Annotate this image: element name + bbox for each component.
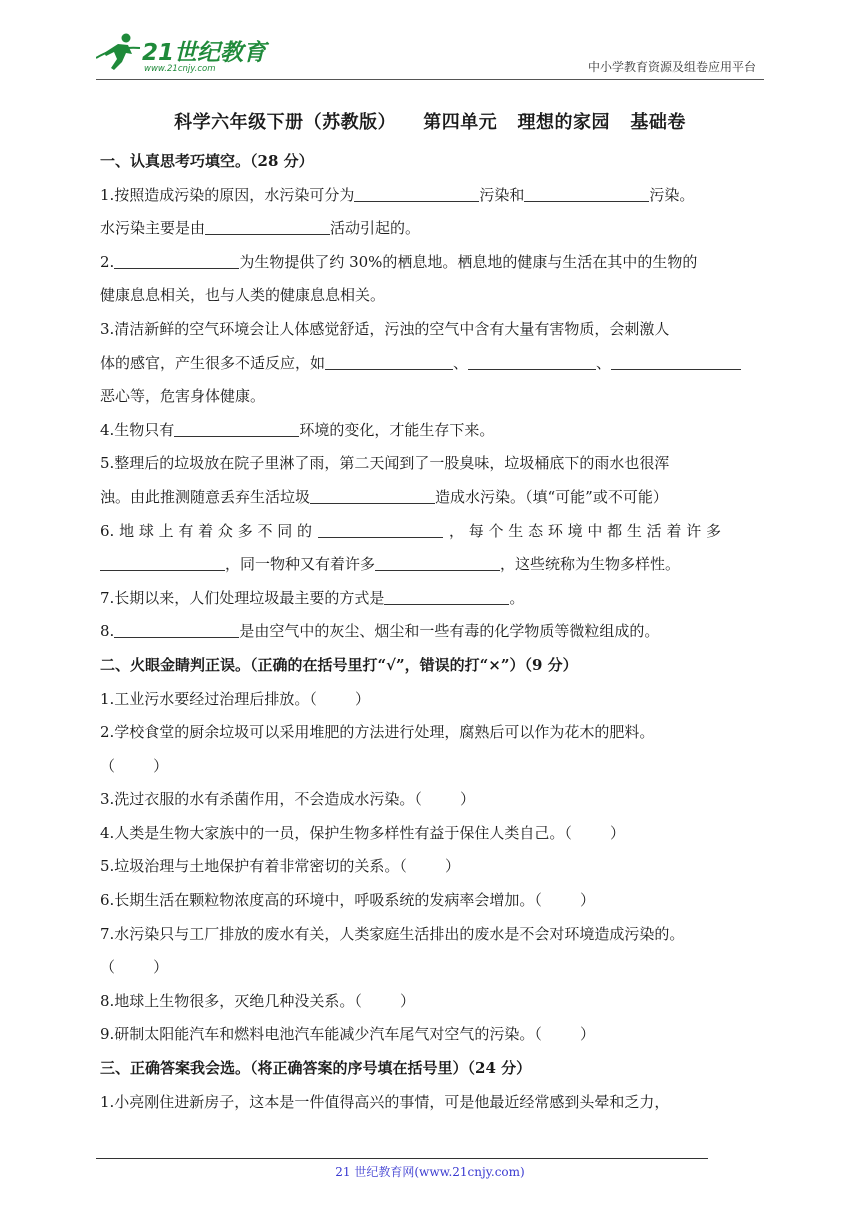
- question-text: ，同一物种又有着许多: [225, 555, 376, 574]
- running-man-icon: [96, 32, 142, 72]
- judge-item: 8.地球上生物很多，灭绝几种没关系。（ ）: [100, 991, 415, 1010]
- question-text: 8.: [100, 622, 115, 641]
- question-text: 活动引起的。: [330, 219, 421, 238]
- question-text: 造成水污染。（填“可能”或不可能）: [435, 487, 668, 506]
- answer-blank[interactable]: [468, 355, 596, 370]
- question-line: [100, 347, 764, 381]
- section-heading: 三、正确答案我会选。（将正确答案的序号填在括号里）（24 分）: [100, 1059, 532, 1078]
- question-text: 浊。由此推测随意丢弃生活垃圾: [100, 487, 311, 506]
- judge-item: 7.水污染只与工厂排放的废水有关，人类家庭生活排出的废水是不会对环境造成污染的。: [100, 924, 685, 943]
- question-text: 污染和: [479, 185, 525, 204]
- question-line: [100, 582, 764, 616]
- question-line: [100, 246, 764, 280]
- answer-blank[interactable]: [524, 187, 649, 202]
- question-line: [100, 179, 764, 213]
- answer-blank[interactable]: [114, 254, 239, 269]
- question-line: [100, 481, 764, 515]
- question-line: 1.小亮刚住进新房子，这本是一件值得高兴的事情，可是他最近经常感到头晕和乏力，: [100, 1092, 670, 1111]
- answer-blank[interactable]: [100, 556, 225, 571]
- question-line: [100, 212, 764, 246]
- answer-blank[interactable]: [114, 623, 239, 638]
- answer-blank[interactable]: [325, 355, 453, 370]
- judge-item: 5.垃圾治理与土地保护有着非常密切的关系。（ ）: [100, 857, 460, 876]
- question-text: 。: [509, 588, 525, 607]
- question-line: [100, 515, 764, 549]
- logo-text: 21世纪教育: [142, 40, 267, 66]
- judge-item: （ ）: [100, 958, 169, 977]
- question-line: 恶心等，危害身体健康。: [100, 387, 266, 406]
- question-text: 、: [596, 353, 612, 372]
- answer-blank[interactable]: [354, 187, 479, 202]
- footer-divider: [96, 1158, 708, 1159]
- header-platform-text: 中小学教育资源及组卷应用平台: [587, 60, 756, 74]
- answer-blank[interactable]: [318, 523, 443, 538]
- page-header: [0, 0, 860, 90]
- judge-item: 9.研制太阳能汽车和燃料电池汽车能减少汽车尾气对空气的污染。（ ）: [100, 1025, 595, 1044]
- question-text: 体的感官，产生很多不适反应，如: [100, 353, 326, 372]
- judge-item: 1.工业污水要经过治理后排放。（ ）: [100, 689, 370, 708]
- answer-blank[interactable]: [611, 355, 741, 370]
- header-divider: [96, 79, 764, 80]
- question-text: 为生物提供了约 30%的栖息地。栖息地的健康与生活在其中的生物的: [239, 252, 698, 271]
- question-text: 是由空气中的灰尘、烟尘和一些有毒的化学物质等微粒组成的。: [239, 622, 660, 641]
- answer-blank[interactable]: [384, 590, 509, 605]
- question-text: 水污染主要是由: [100, 219, 206, 238]
- question-line: 3.清洁新鲜的空气环境会让人体感觉舒适，污浊的空气中含有大量有害物质，会刺激人: [100, 319, 670, 338]
- exam-content: [100, 145, 764, 1119]
- judge-item: （ ）: [100, 756, 169, 775]
- judge-item: 2.学校食堂的厨余垃圾可以采用堆肥的方法进行处理，腐熟后可以作为花木的肥料。: [100, 723, 655, 742]
- answer-blank[interactable]: [375, 556, 500, 571]
- site-logo: [96, 30, 266, 80]
- answer-blank[interactable]: [310, 489, 435, 504]
- question-text: 4.生物只有: [100, 420, 175, 439]
- logo-url: www.21cnjy.com: [144, 64, 216, 74]
- question-text: 污染。: [649, 185, 695, 204]
- question-text: 、: [453, 353, 469, 372]
- section-heading: 一、认真思考巧填空。（28 分）: [100, 152, 314, 170]
- question-text: 2.: [100, 252, 115, 271]
- judge-item: 6.长期生活在颗粒物浓度高的环境中，呼吸系统的发病率会增加。（ ）: [100, 891, 595, 910]
- question-text: 7.长期以来，人们处理垃圾最主要的方式是: [100, 588, 385, 607]
- answer-blank[interactable]: [174, 422, 299, 437]
- section-heading: 二、火眼金睛判正误。（正确的在括号里打“√”，错误的打“×”）（9 分）: [100, 655, 578, 674]
- question-text: ， 每 个 生 态 环 境 中 都 生 活 着 许 多: [449, 521, 721, 540]
- question-text: 环境的变化，才能生存下来。: [299, 420, 495, 439]
- judge-item: 3.洗过衣服的水有杀菌作用，不会造成水污染。（ ）: [100, 790, 475, 809]
- question-line: [100, 548, 764, 582]
- page-footer: 21 世纪教育网(www.21cnjy.com): [335, 1165, 525, 1179]
- question-line: [100, 615, 764, 649]
- page-title: 科学六年级下册（苏教版） 第四单元 理想的家园 基础卷: [174, 112, 686, 133]
- question-text: ，这些统称为生物多样性。: [500, 555, 681, 574]
- question-line: [100, 414, 764, 448]
- question-line: 5.整理后的垃圾放在院子里淋了雨，第二天闻到了一股臭味，垃圾桶底下的雨水也很浑: [100, 454, 670, 473]
- question-text: 6. 地 球 上 有 着 众 多 不 同 的: [100, 521, 312, 540]
- judge-item: 4.人类是生物大家族中的一员，保护生物多样性有益于保住人类自己。（ ）: [100, 823, 625, 842]
- answer-blank[interactable]: [205, 220, 330, 235]
- question-text: 1.按照造成污染的原因，水污染可分为: [100, 185, 355, 204]
- question-line: 健康息息相关，也与人类的健康息息相关。: [100, 286, 386, 305]
